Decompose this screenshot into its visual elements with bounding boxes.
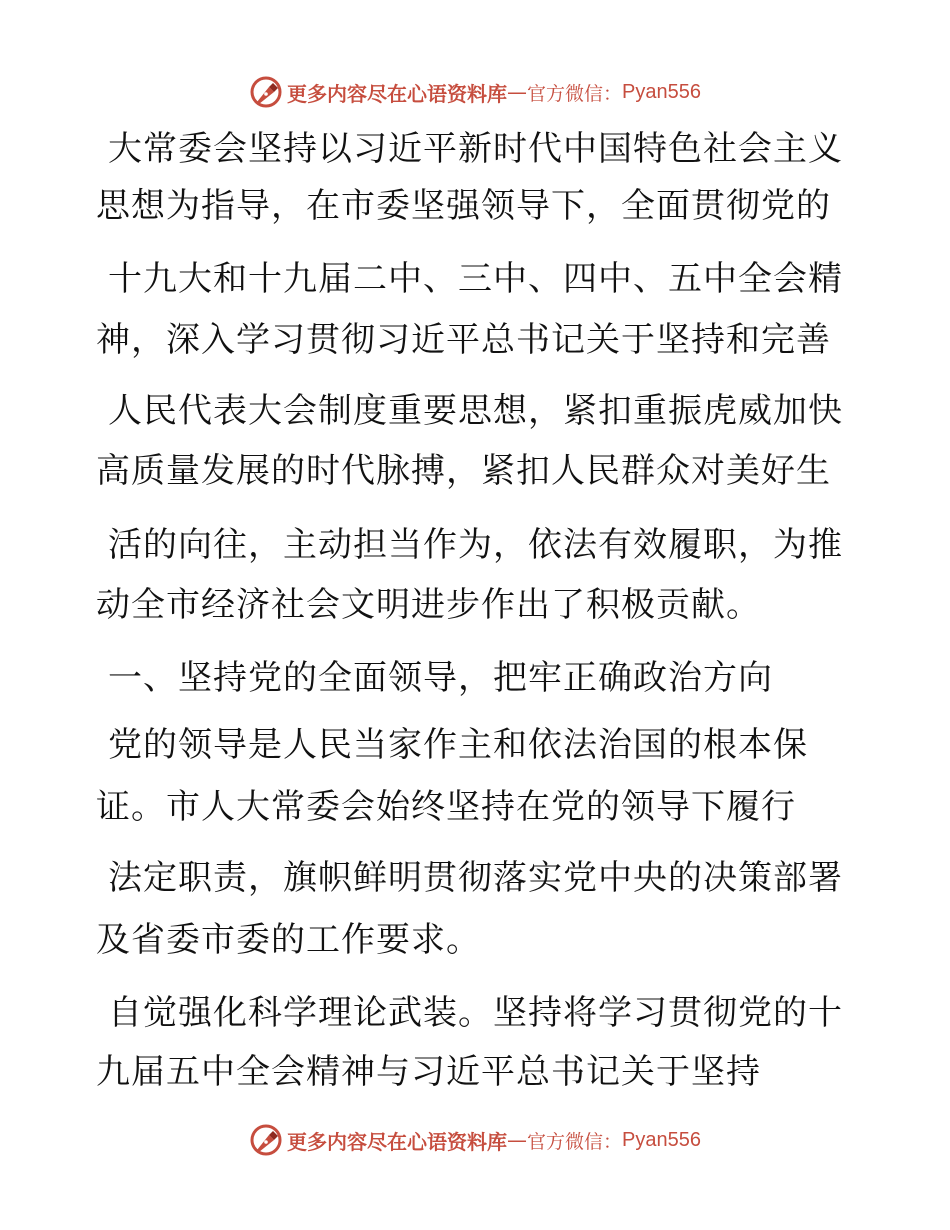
watermark-text: 更多内容尽在心语资料库 [287,81,507,106]
watermark-wechat-id: Pyan556 [622,1128,701,1151]
body-line: 高质量发展的时代脉搏，紧扣人民群众对美好生 [96,451,831,491]
body-line: 人民代表大会制度重要思想，紧扣重振虎威加快 [108,391,843,431]
body-line: 十九大和十九届二中、三中、四中、五中全会精 [108,259,843,299]
header-watermark [0,72,950,112]
pen-nib-logo-icon [249,1123,283,1157]
watermark-text: 更多内容尽在心语资料库 [287,1129,507,1154]
body-line: 活的向往，主动担当作为，依法有效履职，为推 [108,525,843,565]
body-line: 党的领导是人民当家作主和依法治国的根本保 [108,725,808,765]
footer-watermark [0,1120,950,1160]
watermark-wechat-id: Pyan556 [622,80,701,103]
body-line: 及省委市委的工作要求。 [96,920,481,960]
watermark-label: 官方微信： [527,1130,623,1153]
body-line: 大常委会坚持以习近平新时代中国特色社会主义 [108,129,843,169]
body-line: 自觉强化科学理论武装。坚持将学习贯彻党的十 [108,993,843,1033]
watermark-label: 官方微信： [527,82,623,105]
body-line: 神，深入学习贯彻习近平总书记关于坚持和完善 [96,320,831,360]
body-line: 九届五中全会精神与习近平总书记关于坚持 [96,1052,761,1092]
watermark-separator: — [507,80,527,104]
body-line: 法定职责，旗帜鲜明贯彻落实党中央的决策部署 [108,858,843,898]
body-line: 思想为指导，在市委坚强领导下，全面贯彻党的 [96,186,831,226]
body-line: 动全市经济社会文明进步作出了积极贡献。 [96,585,761,625]
pen-nib-logo-icon [249,75,283,109]
watermark-separator: — [507,1128,527,1152]
body-line: 证。市人大常委会始终坚持在党的领导下履行 [96,787,796,827]
section-heading: 一、坚持党的全面领导，把牢正确政治方向 [108,658,773,698]
